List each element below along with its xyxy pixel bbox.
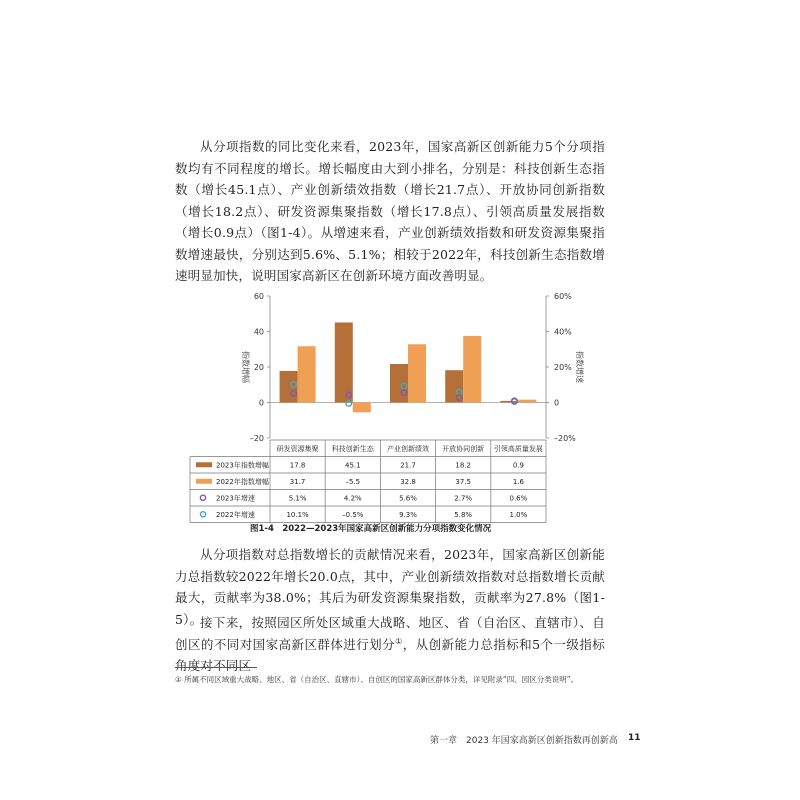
bar-2023 [445,370,463,402]
table-header-cell: 引领高质量发展 [493,445,543,453]
bar-2023 [335,322,353,402]
paragraph-grouping-part2: ，从创新能力总指标和5个一级指标角度对不同区 [175,636,606,673]
bar-2022 [408,344,426,402]
table-cell: –0.5% [342,511,364,520]
table-cell: –5.5 [345,478,361,487]
y-axis-title: 指数增幅 [241,351,250,383]
legend-label: 2022年指数增幅 [216,478,269,487]
legend-marker [200,495,205,500]
running-head: 第一章 2023 年国家高新区创新指数再创新高 [430,736,618,746]
table-cell: 0.6% [509,494,528,503]
bar-2022 [518,400,536,403]
left-tick-label: 0 [258,398,264,408]
table-cell: 45.1 [345,461,361,470]
table-cell: 31.7 [289,478,306,487]
right-tick-label: 20% [554,363,572,372]
legend-label: 2023年指数增幅 [216,461,269,470]
bar-2022 [463,336,481,403]
legend-label: 2022年增速 [216,511,255,520]
left-tick-label: –20 [249,434,264,443]
table-cell: 37.5 [455,478,471,487]
paragraph-contribution: 从分项指数对总指数增长的贡献情况来看，2023年，国家高新区创新能力总指数较2022年增长20.0点，其中，产业创新绩效指数对总指数增长贡献最大，贡献率为38.0%；其后为研发资源集聚指数，贡献率为27.8%（图1-5）。 [175,547,605,627]
table-cell: 1.6 [512,478,524,487]
table-cell: 5.6% [399,494,417,503]
footnote-divider [175,667,257,668]
bar-2022 [298,346,316,402]
bar-2022 [353,403,371,413]
table-cell: 4.2% [343,494,362,503]
left-tick-label: 20 [253,363,264,372]
legend-label: 2023年增速 [216,494,255,503]
legend-swatch [196,479,212,484]
right-tick-label: 60% [554,292,572,301]
table-cell: 9.3% [399,511,417,520]
table-cell: 1.0% [509,511,528,520]
left-tick-label: 60 [253,292,264,301]
table-header-cell: 研发资源集聚 [276,445,319,453]
table-cell: 5.8% [454,511,473,520]
table-cell: 10.1% [286,511,309,520]
table-cell: 18.2 [455,461,471,470]
legend-swatch [196,462,212,467]
right-tick-label: 40% [554,327,572,337]
table-cell: 2.7% [454,494,473,503]
table-cell: 5.1% [288,494,307,503]
paragraph-growth-comparison: 从分项指数的同比变化来看，2023年，国家高新区创新能力5个分项指数均有不同程度的增长。增长幅度由大到小排名，分别是：科技创新生态指数（增长45.1点）、产业创新绩效指数（增长21.7点）、开放协同创新指数（增长18.2点）、研发资源集聚指数（增长17.8点）、引领高质量发展指数（增长0.9点）（图1-4）。从增速来看，产业创新绩效指数和研发资源集聚指数增速最快，分别达到5.6%、5.1%；相较于2022年，科技创新生态指数增速明显加快，说明国家高新区在创新环境方面改善明显。 [175,139,605,283]
footnote-ref[interactable]: ① [395,636,403,646]
table-header-cell: 开放协同创新 [442,445,485,453]
table-cell: 32.8 [400,478,416,487]
y2-axis-title: 指数增速 [575,351,584,383]
table-cell: 21.7 [400,461,416,470]
table-header-cell: 产业创新绩效 [387,445,429,453]
right-tick-label: –20% [554,434,576,443]
paragraph-grouping-part1: 接下来，按照园区所处区域重大战略、地区、省（自治区、直辖市）、自创区的不同对国家高新区群体进行划分 [175,615,605,652]
left-tick-label: 40 [253,327,264,337]
page-number: 11 [628,733,641,743]
bar-2023 [500,401,518,403]
figure-caption: 图1-4 2022—2023年国家高新区创新能力分项指数变化情况 [250,524,492,534]
right-tick-label: 0 [554,398,560,408]
table-cell: 17.8 [289,461,306,470]
footnote: ① 所属不同区域重大战略、地区、省（自治区、直辖市）、自创区的国家高新区群体分类，详见附录“四、园区分类说明”。 [175,675,579,684]
legend-marker [200,512,205,517]
table-cell: 0.9 [512,461,524,470]
table-header-cell: 科技创新生态 [331,445,374,453]
